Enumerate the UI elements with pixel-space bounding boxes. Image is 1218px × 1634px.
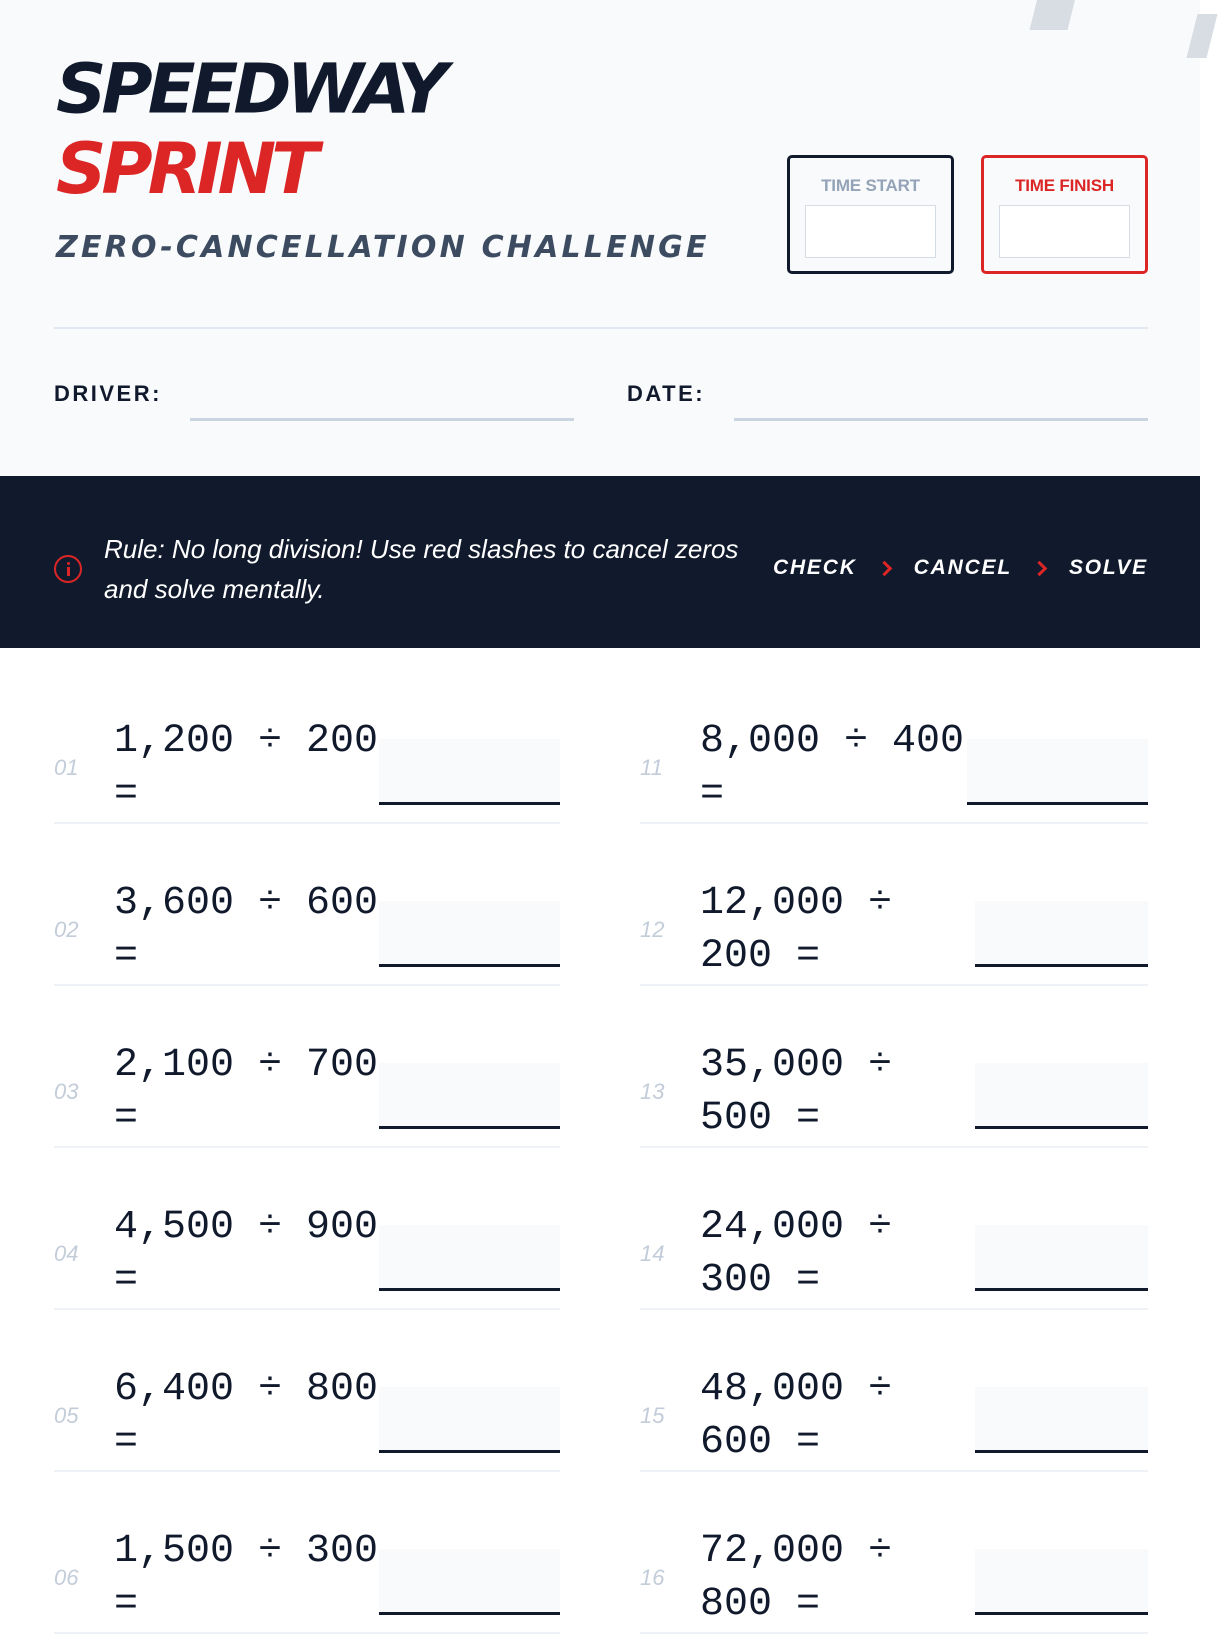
problem-number: 14 xyxy=(640,1241,665,1266)
time-finish-field[interactable] xyxy=(999,205,1130,258)
problem-expression: 8,000 ÷ 400 = xyxy=(700,719,965,817)
problem-row xyxy=(640,986,1148,1148)
problem-row xyxy=(640,662,1148,824)
problem-number: 03 xyxy=(54,1079,79,1104)
step-cancel: CANCEL xyxy=(913,556,1012,579)
step-solve: SOLVE xyxy=(1068,556,1148,579)
step-check: CHECK xyxy=(773,556,857,579)
problem-expression: 1,200 ÷ 200 = xyxy=(114,719,379,817)
answer-field[interactable] xyxy=(379,1549,560,1615)
answer-field[interactable] xyxy=(975,1549,1148,1615)
answer-field[interactable] xyxy=(975,1387,1148,1453)
answer-field[interactable] xyxy=(967,739,1148,805)
problem-expression: 2,100 ÷ 700 = xyxy=(114,1043,379,1141)
chevron-right-icon xyxy=(1032,560,1048,576)
problem-expression: 12,000 ÷ 200 = xyxy=(700,881,893,979)
header-divider xyxy=(54,327,1148,329)
problem-expression: 6,400 ÷ 800 = xyxy=(114,1367,379,1465)
problem-row xyxy=(640,1310,1148,1472)
problem-expression: 1,500 ÷ 300 = xyxy=(114,1529,379,1627)
driver-label: DRIVER: xyxy=(54,381,162,406)
answer-field[interactable] xyxy=(379,1225,560,1291)
problem-number: 12 xyxy=(640,917,665,942)
problem-number: 01 xyxy=(54,755,79,780)
time-start-box xyxy=(787,155,954,274)
answer-field[interactable] xyxy=(379,1063,560,1129)
problem-row xyxy=(54,1310,560,1472)
checkered-flag-decoration xyxy=(1187,14,1218,58)
answer-field[interactable] xyxy=(379,1387,560,1453)
time-start-field[interactable] xyxy=(805,205,936,258)
problem-number: 15 xyxy=(640,1403,665,1428)
date-label: DATE: xyxy=(627,381,706,406)
chevron-right-icon xyxy=(876,560,892,576)
title-sprint: SPRINT xyxy=(56,128,314,210)
answer-field[interactable] xyxy=(975,901,1148,967)
title-speedway: SPEEDWAY xyxy=(56,48,444,130)
problem-expression: 4,500 ÷ 900 = xyxy=(114,1205,379,1303)
answer-field[interactable] xyxy=(975,1225,1148,1291)
problem-row xyxy=(54,1472,560,1634)
worksheet-title xyxy=(56,48,444,210)
problem-number: 04 xyxy=(54,1241,79,1266)
driver-field[interactable] xyxy=(190,418,574,421)
problem-row xyxy=(640,824,1148,986)
problem-expression: 35,000 ÷ 500 = xyxy=(700,1043,893,1141)
problem-number: 05 xyxy=(54,1403,79,1428)
problem-expression: 72,000 ÷ 800 = xyxy=(700,1529,893,1627)
answer-field[interactable] xyxy=(379,739,560,805)
info-icon xyxy=(54,555,82,583)
problem-row xyxy=(640,1472,1148,1634)
time-start-label: TIME START xyxy=(821,176,920,195)
problem-row xyxy=(54,1148,560,1310)
problem-number: 13 xyxy=(640,1079,665,1104)
problem-number: 02 xyxy=(54,917,79,942)
answer-field[interactable] xyxy=(975,1063,1148,1129)
problem-number: 16 xyxy=(640,1565,665,1590)
problem-row xyxy=(54,824,560,986)
problem-row xyxy=(54,662,560,824)
time-finish-label: TIME FINISH xyxy=(1015,176,1114,195)
answer-field[interactable] xyxy=(379,901,560,967)
steps-sequence xyxy=(773,556,1148,580)
problem-expression: 24,000 ÷ 300 = xyxy=(700,1205,893,1303)
date-field[interactable] xyxy=(734,418,1148,421)
rule-text: Rule: No long division! Use red slashes to cancel zeros and solve mentally. xyxy=(104,534,739,604)
problem-number: 06 xyxy=(54,1565,79,1590)
problem-row xyxy=(640,1148,1148,1310)
problem-expression: 48,000 ÷ 600 = xyxy=(700,1367,893,1465)
problem-number: 11 xyxy=(640,755,663,780)
time-finish-box xyxy=(981,155,1148,274)
worksheet-subtitle: ZERO-CANCELLATION CHALLENGE xyxy=(56,230,710,265)
problem-row xyxy=(54,986,560,1148)
checkered-flag-decoration xyxy=(1030,0,1079,30)
problem-expression: 3,600 ÷ 600 = xyxy=(114,881,379,979)
worksheet-header xyxy=(0,0,1200,476)
